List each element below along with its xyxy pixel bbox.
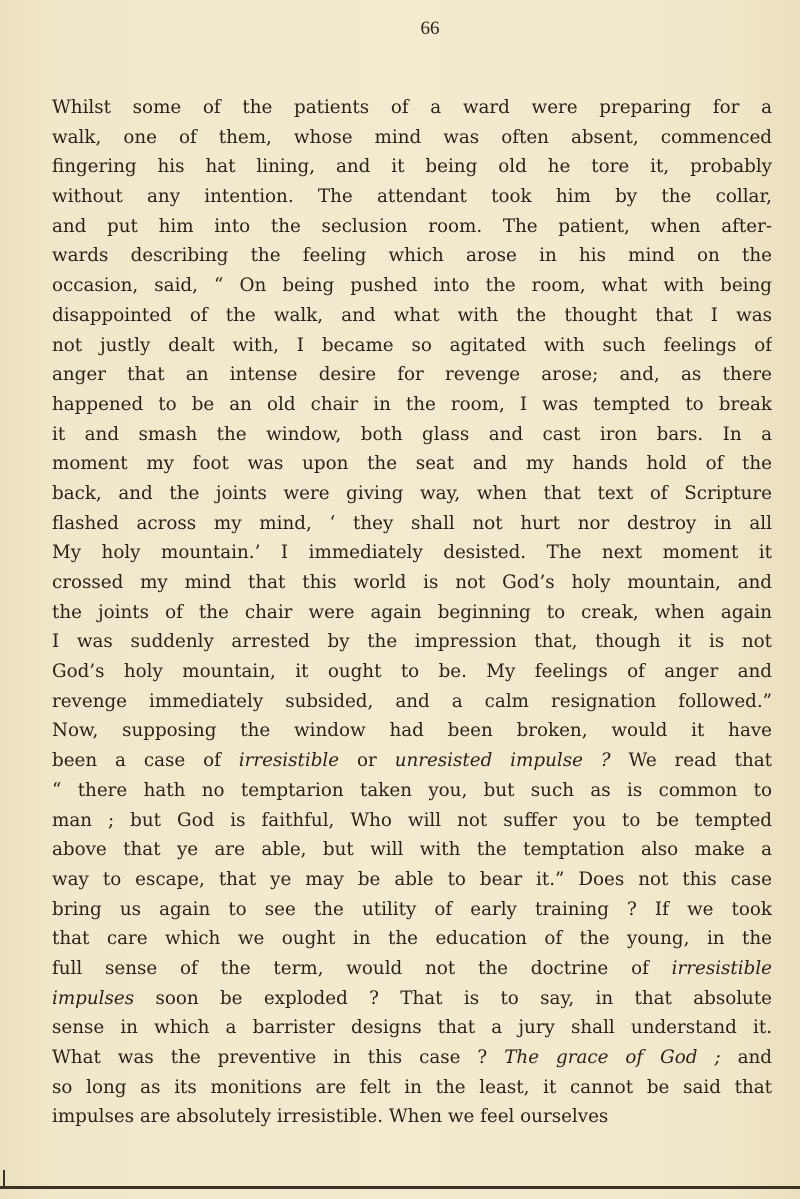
bottom-rule [0, 1186, 800, 1189]
text-line: above that ye are able, but will with the temptation also make a [52, 839, 772, 861]
text-line: Whilst some of the patients of a ward were preparing for a [52, 97, 772, 118]
text-line: crossed my mind that this world is not God’s holy mountain, and [52, 572, 772, 593]
text-line: occasion, said, “ On being pushed into the room, what with being [52, 275, 772, 297]
text-line: impulses soon be exploded ? That is to say, in that absolute [52, 987, 772, 1009]
text-line: way to escape, that ye may be able to bear it.” Does not this case [52, 868, 772, 890]
text-line: bring us again to see the utility of early training ? If we took [52, 898, 772, 920]
text-line: not justly dealt with, I became so agitated with such feelings of [52, 334, 772, 356]
text-line: Now, supposing the window had been broken, would it have [52, 720, 772, 742]
text-line: that care which we ought in the education of the young, in the [52, 928, 772, 950]
text-line: flashed across my mind, ‘ they shall not hurt nor destroy in all [52, 512, 772, 534]
text-line: revenge immediately subsided, and a calm resignation followed.” [52, 690, 772, 712]
text-line: it and smash the window, both glass and cast iron bars. In a [52, 423, 772, 445]
text-line: anger that an intense desire for revenge arose; and, as there [52, 364, 772, 386]
page-number: 66 [420, 18, 440, 39]
body-text [52, 93, 772, 1132]
text-line: moment my foot was upon the seat and my hands hold of the [52, 453, 772, 475]
text-line: disappointed of the walk, and what with the thought that I was [52, 304, 772, 326]
text-line: sense in which a barrister designs that a jury shall understand it. [52, 1017, 772, 1039]
page-edge-mark [3, 1170, 5, 1186]
text-line: wards describing the feeling which arose in his mind on the [52, 245, 772, 267]
text-line: walk, one of them, whose mind was often absent, commenced [52, 126, 772, 148]
text-line: full sense of the term, would not the doctrine of irresistible [52, 957, 772, 979]
text-line: so long as its monitions are felt in the least, it cannot be said that [52, 1076, 772, 1098]
text-line: and put him into the seclusion room. The patient, when after- [52, 215, 772, 237]
text-line: My holy mountain.’ I immediately desisted. The next moment it [52, 542, 772, 564]
text-line: been a case of irresistible or unresisted impulse ? We read that [52, 750, 772, 772]
text-line: man ; but God is faithful, Who will not suffer you to be tempted [52, 809, 772, 831]
text-line: without any intention. The attendant took him by the collar, [52, 186, 772, 208]
text-line: the joints of the chair were again beginning to creak, when again [52, 601, 772, 623]
text-line: back, and the joints were giving way, when that text of Scripture [52, 482, 772, 504]
text-line: “ there hath no temptarion taken you, but such as is common to [52, 779, 772, 801]
text-line: fingering his hat lining, and it being old he tore it, probably [52, 156, 772, 178]
text-line: impulses are absolutely irresistible. When we feel ourselves [52, 1106, 609, 1128]
text-line: happened to be an old chair in the room, I was tempted to break [52, 393, 772, 415]
text-line: I was suddenly arrested by the impression that, though it is not [52, 631, 772, 653]
text-line: God’s holy mountain, it ought to be. My feelings of anger and [52, 661, 772, 683]
text-line: What was the preventive in this case ? The grace of God ; and [52, 1047, 772, 1068]
